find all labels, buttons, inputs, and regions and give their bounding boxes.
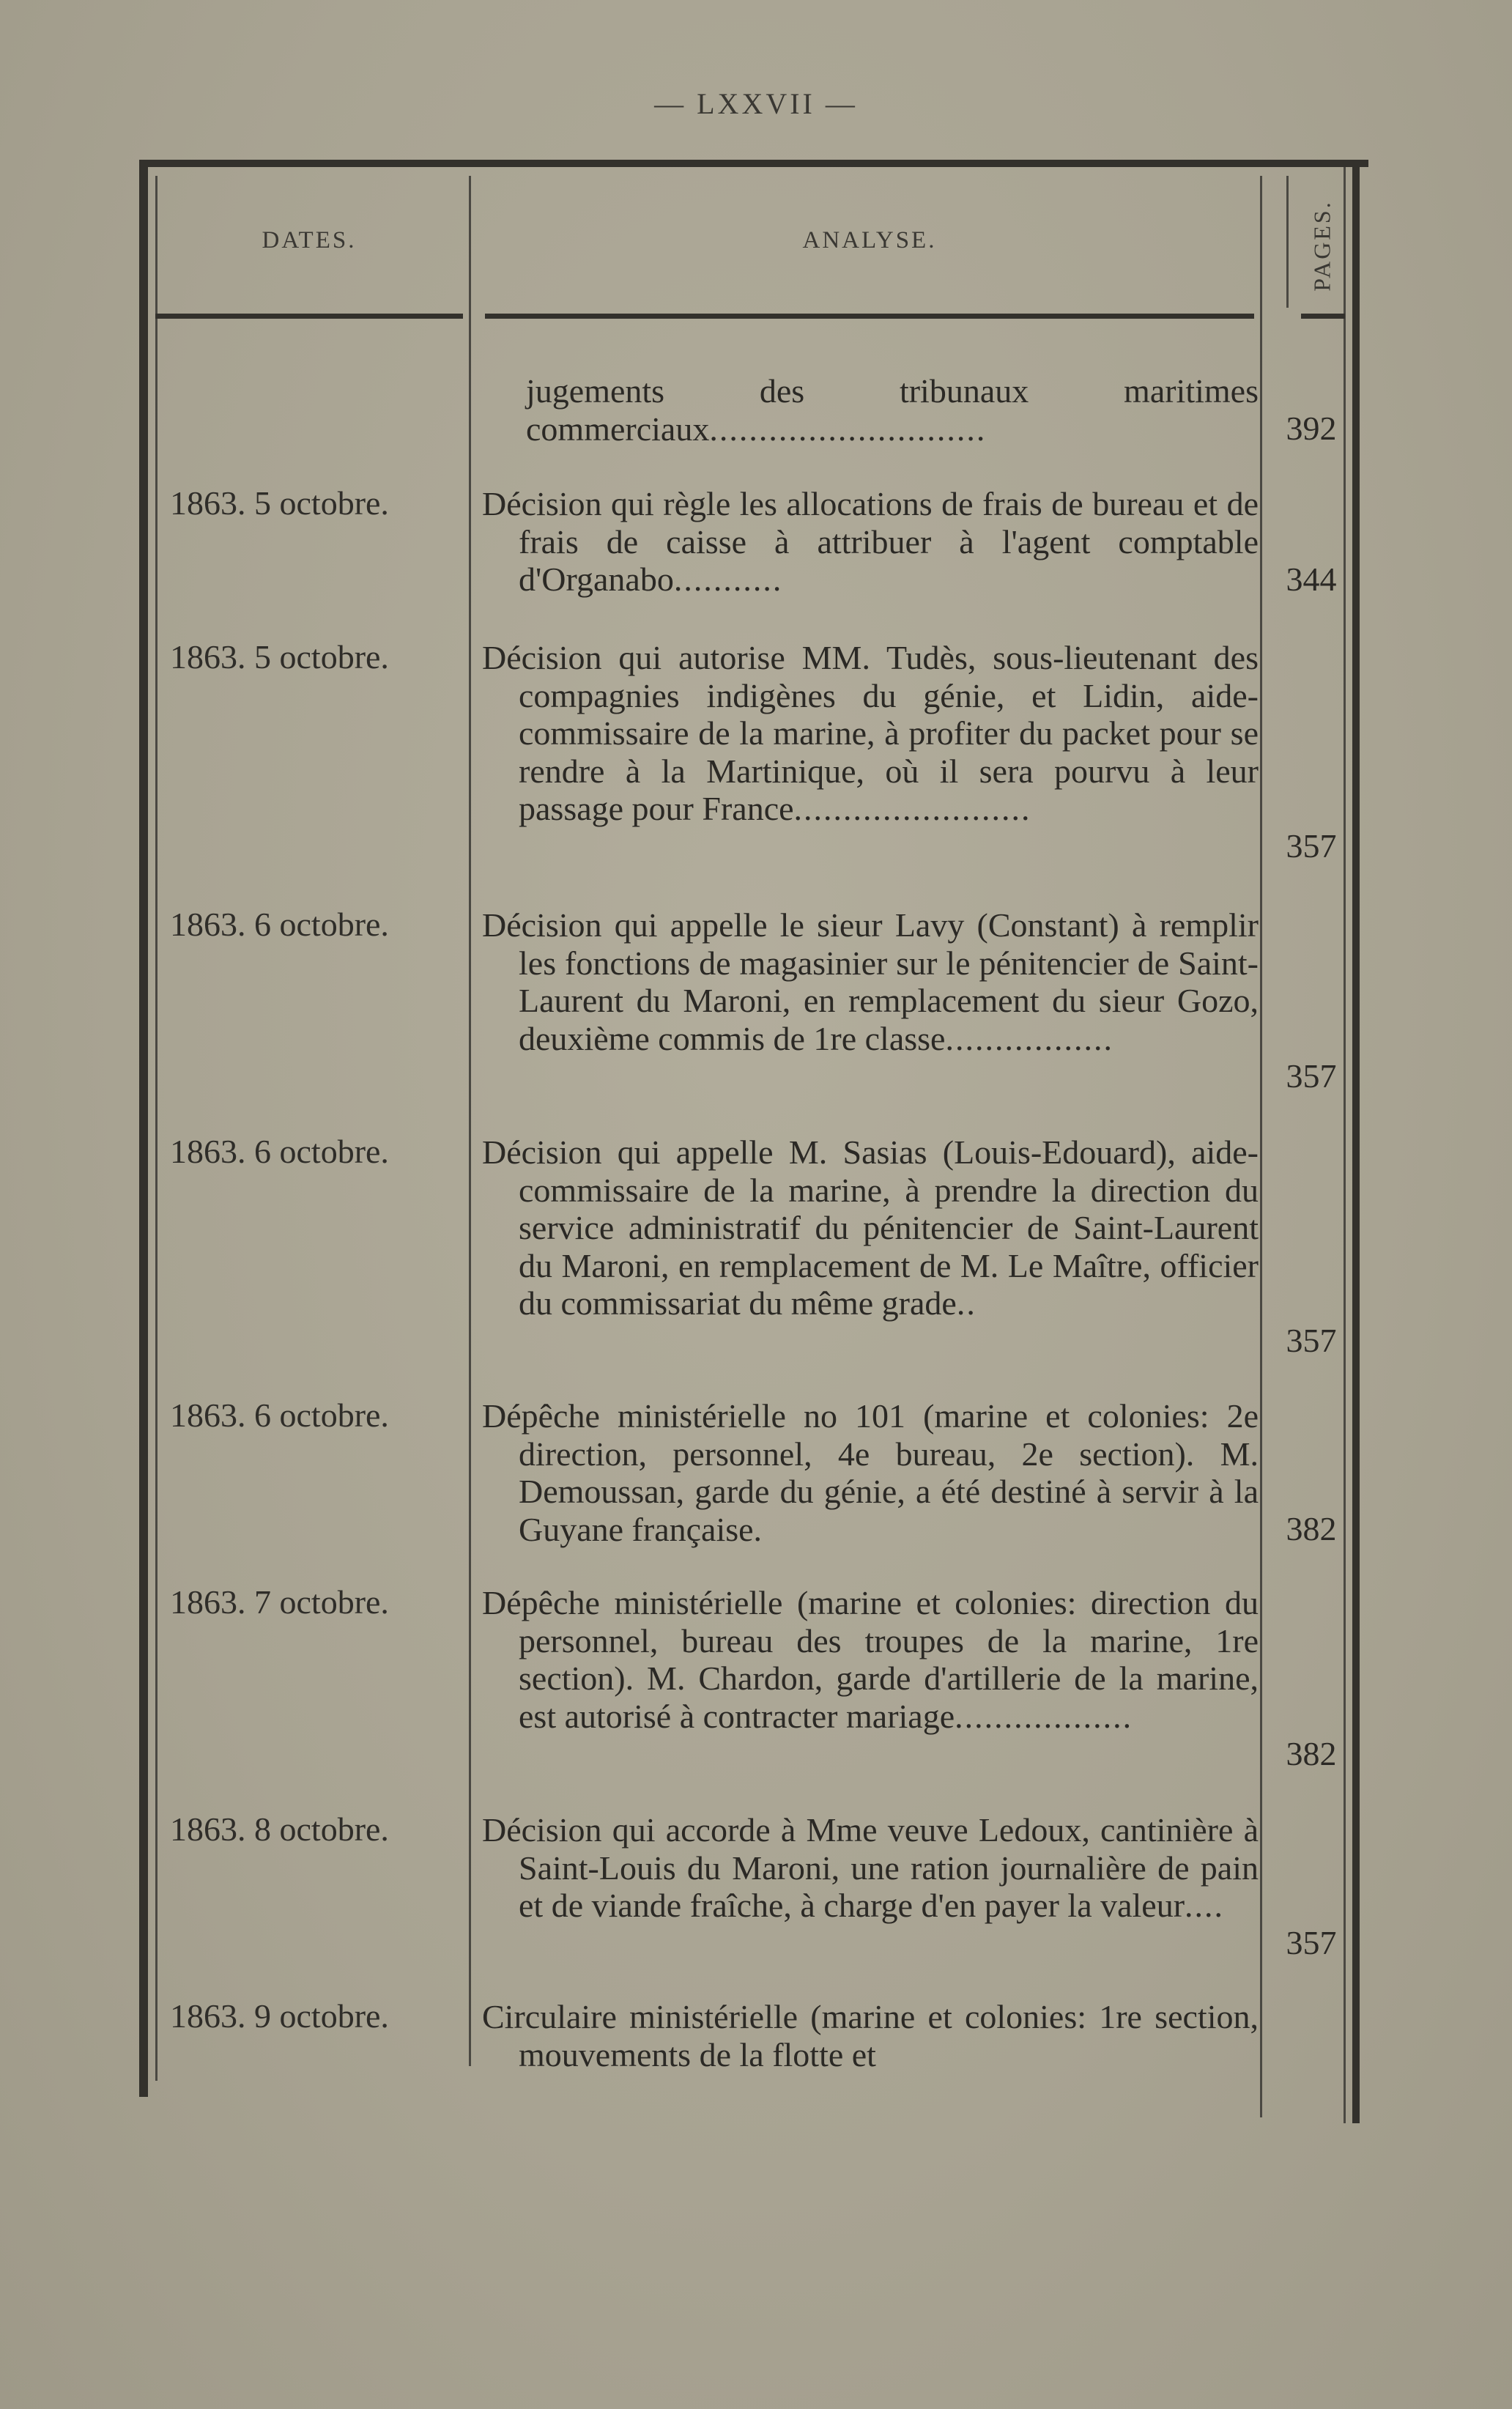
entry-dots: .................. (955, 1697, 1133, 1735)
entry-page: 382 (1286, 1510, 1337, 1547)
entry-date: 1863. 6 octobre. (170, 1133, 389, 1170)
entry-date: 1863. 7 octobre. (170, 1583, 389, 1621)
entry-date: 1863. 9 octobre. (170, 1997, 389, 2035)
entry-7 (0, 1811, 1512, 1998)
entry-dots: ................. (945, 1019, 1113, 1057)
entry-page: 382 (1286, 1735, 1337, 1772)
header-rule-dates (155, 314, 463, 319)
entry-page: 357 (1286, 1322, 1337, 1359)
entry-analysis (482, 1998, 1259, 2073)
column-header-pages-label: PAGES. (1308, 199, 1335, 292)
entry-date: 1863. 6 octobre. (170, 1396, 389, 1434)
entry-analysis (482, 906, 1259, 1057)
entry-dots: ............................ (709, 410, 987, 448)
running-head: — LXXVII — (654, 87, 858, 120)
column-header-pages (1297, 183, 1348, 308)
entry-text: Décision qui appelle le sieur Lavy (Constant) à remplir les fonctions de magasinier sur le pénitencier de Saint-Laurent du Maroni, en remplacement du sieur Gozo, deuxième commis de 1re classe (482, 906, 1259, 1057)
header-rule-analyse (485, 314, 1254, 319)
entry-text: Décision qui autorise MM. Tudès, sous-lieutenant des compagnies indigènes du génie, et Lidin, aide-commissaire de la marine, à profiter du packet pour se rendre à la Martinique, où il sera pourvu à leur passage pour France (482, 639, 1259, 827)
entry-analysis (482, 1584, 1259, 1735)
entries-list (0, 372, 1512, 2079)
entry-text: Circulaire ministérielle (marine et colonies: 1re section, mouvements de la flotte et (482, 1998, 1259, 2073)
entry-analysis (482, 1133, 1259, 1322)
entry-analysis (482, 1397, 1259, 1548)
column-rule-pages (1286, 176, 1289, 308)
entry-3 (0, 906, 1512, 1133)
entry-text: Décision qui accorde à Mme veuve Ledoux, cantinière à Saint-Louis du Maroni, une ration journalière de pain et de viande fraîche, à charge d'en payer la valeur (482, 1811, 1259, 1924)
column-header-analyse: ANALYSE. (802, 227, 937, 254)
entry-dots: .. (956, 1284, 976, 1322)
entry-8 (0, 1998, 1512, 2079)
entry-date: 1863. 6 octobre. (170, 906, 389, 943)
entry-page: 344 (1286, 560, 1337, 598)
entry-4 (0, 1133, 1512, 1397)
entry-analysis (482, 639, 1259, 828)
entry-text: Dépêche ministérielle (marine et colonies: direction du personnel, bureau des troupes de la marine, 1re section). M. Chardon, garde d'artillerie de la marine, est autorisé à contracter mariage (482, 1584, 1259, 1735)
entry-5 (0, 1397, 1512, 1584)
entry-page: 357 (1286, 1057, 1337, 1095)
column-header-dates: DATES. (262, 227, 357, 254)
entry-date: 1863. 8 octobre. (170, 1810, 389, 1848)
entry-dots: ........................ (793, 790, 1031, 827)
entry-analysis (482, 372, 1259, 448)
entry-page: 357 (1286, 827, 1337, 865)
entry-analysis (482, 485, 1259, 599)
entry-dots: .... (1185, 1887, 1225, 1924)
entry-1 (0, 485, 1512, 639)
entry-analysis (482, 1811, 1259, 1925)
entry-text: jugements des tribunaux maritimes commerciaux (526, 372, 1259, 448)
entry-page: 392 (1286, 410, 1337, 447)
entry-date: 1863. 5 octobre. (170, 638, 389, 676)
header-rule-pages (1301, 314, 1345, 319)
entry-text: Décision qui règle les allocations de frais de bureau et de frais de caisse à attribuer à l'agent comptable d'Organabo (482, 485, 1259, 598)
entry-text: Décision qui appelle M. Sasias (Louis-Edouard), aide-commissaire de la marine, à prendre la direction du service administratif du pénitencier de Saint-Laurent du Maroni, en remplacement de M. Le Maître, officier du commissariat du même grade (482, 1133, 1259, 1322)
entry-2 (0, 639, 1512, 906)
entry-date: 1863. 5 octobre. (170, 484, 389, 522)
entry-0 (0, 372, 1512, 485)
entry-text: Dépêche ministérielle no 101 (marine et colonies: 2e direction, personnel, 4e bureau, 2e section). M. Demoussan, garde du génie, a été destiné à servir à la Guyane française. (482, 1397, 1259, 1548)
entry-page: 357 (1286, 1924, 1337, 1961)
entry-dots: ........... (673, 560, 783, 598)
entry-6 (0, 1584, 1512, 1811)
